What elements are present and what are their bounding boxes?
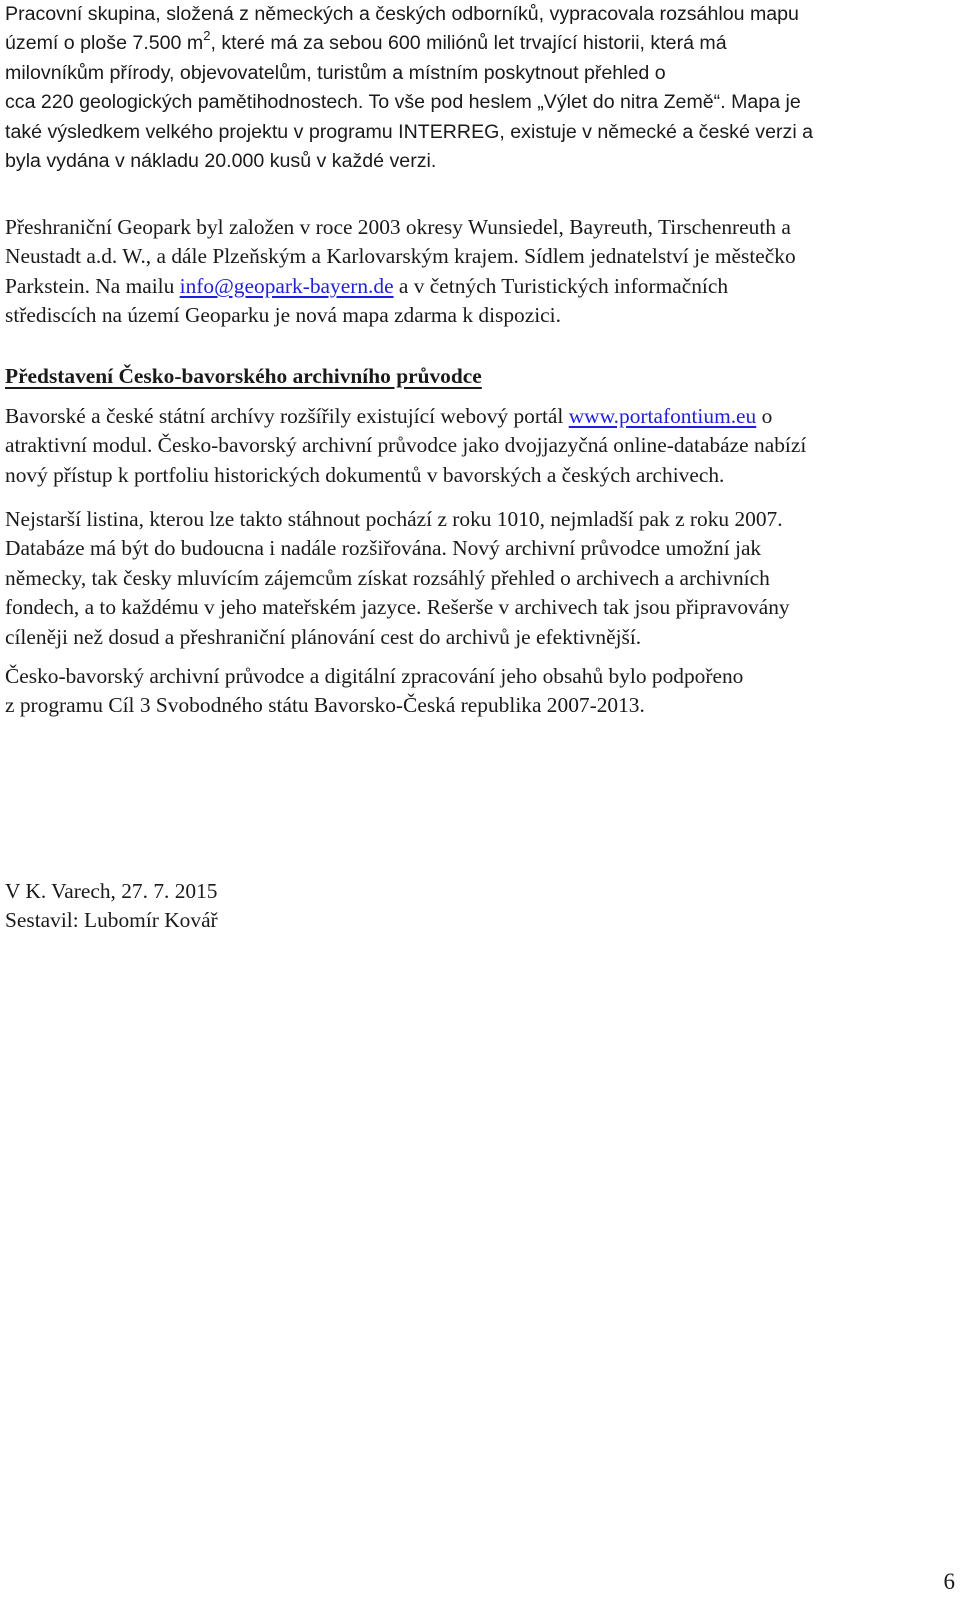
text-line: střediscích na území Geoparku je nová mapa zdarma k dispozici. xyxy=(5,303,561,328)
text-line: také výsledkem velkého projektu v programu INTERREG, existuje v německé a české verzi a xyxy=(5,120,814,143)
text-line: cca 220 geologických pamětihodnostech. To vše pod heslem „Výlet do nitra Země“. Mapa je xyxy=(5,91,801,114)
text-line: Česko-bavorský archivní průvodce a digitální zpracování jeho obsahů bylo podpořeno xyxy=(5,664,744,688)
text-line: Nejstarší listina, kterou lze takto stáhnout pochází z roku 1010, nejmladší pak z roku 2007. xyxy=(5,507,783,531)
page-number: 6 xyxy=(943,1569,955,1594)
author: Sestavil: Lubomír Kovář xyxy=(5,908,218,933)
portafontium-link[interactable]: www.portafontium.eu xyxy=(568,404,757,428)
text-line: milovníkům přírody, objevovatelům, turistům a místním poskytnout přehled o xyxy=(5,61,666,84)
text-line: Parkstein. Na mailu info@geopark-bayern.de a v četných Turistických informačních xyxy=(5,273,729,298)
text-line: byla vydána v nákladu 20.000 kusů v každé verzi. xyxy=(5,150,437,173)
superscript: 2 xyxy=(203,27,211,43)
text-line: německy, tak česky mluvícím zájemcům získat rozsáhlý přehled o archivech a archivních xyxy=(5,565,770,590)
text-line: fondech, a to každému v jeho mateřském jazyce. Rešerše v archivech tak jsou připravovány xyxy=(5,595,790,620)
archive-guide-intro-paragraph xyxy=(5,402,950,490)
place-date: V K. Varech, 27. 7. 2015 xyxy=(5,879,218,903)
section-heading: Představení Česko-bavorského archivního průvodce xyxy=(5,364,482,388)
text-line: Bavorské a české státní archívy rozšířily existující webový portál www.portafontium.eu o xyxy=(5,404,773,428)
archive-guide-details-paragraph xyxy=(5,505,940,652)
funding-paragraph xyxy=(5,662,940,721)
geopark-email-link[interactable]: info@geopark-bayern.de xyxy=(179,273,394,298)
text-line: území o ploše 7.500 $m^2$, které má za sebou 600 miliónů let trvající historii, která má xyxy=(5,27,727,55)
signature-block xyxy=(5,877,605,936)
text-line: cíleněji než dosud a přeshraniční plánování cest do archivů je efektivnější. xyxy=(5,624,642,649)
text-line: Pracovní skupina, složená z německých a českých odborníků, vypracovala rozsáhlou mapu xyxy=(5,3,799,25)
geopark-map-paragraph xyxy=(5,0,955,176)
text-line: Databáze má být do budoucna i nadále rozšiřována. Nový archivní průvodce umožní jak xyxy=(5,536,762,561)
text-line: Neustadt a.d. W., a dále Plzeňským a Karlovarským krajem. Sídlem jednatelství je městečko xyxy=(5,244,796,269)
geopark-founding-paragraph xyxy=(5,213,955,331)
text-line: atraktivní modul. Česko-bavorský archivní průvodce jako dvojjazyčná online-databáze nabízí xyxy=(5,433,807,458)
text-line: nový přístup k portfoliu historických dokumentů v bavorských a českých archivech. xyxy=(5,462,725,487)
text-line: z programu Cíl 3 Svobodného státu Bavorsko-Česká republika 2007-2013. xyxy=(5,693,645,718)
text-line: Přeshraniční Geopark byl založen v roce 2003 okresy Wunsiedel, Bayreuth, Tirschenreuth a xyxy=(5,215,791,239)
